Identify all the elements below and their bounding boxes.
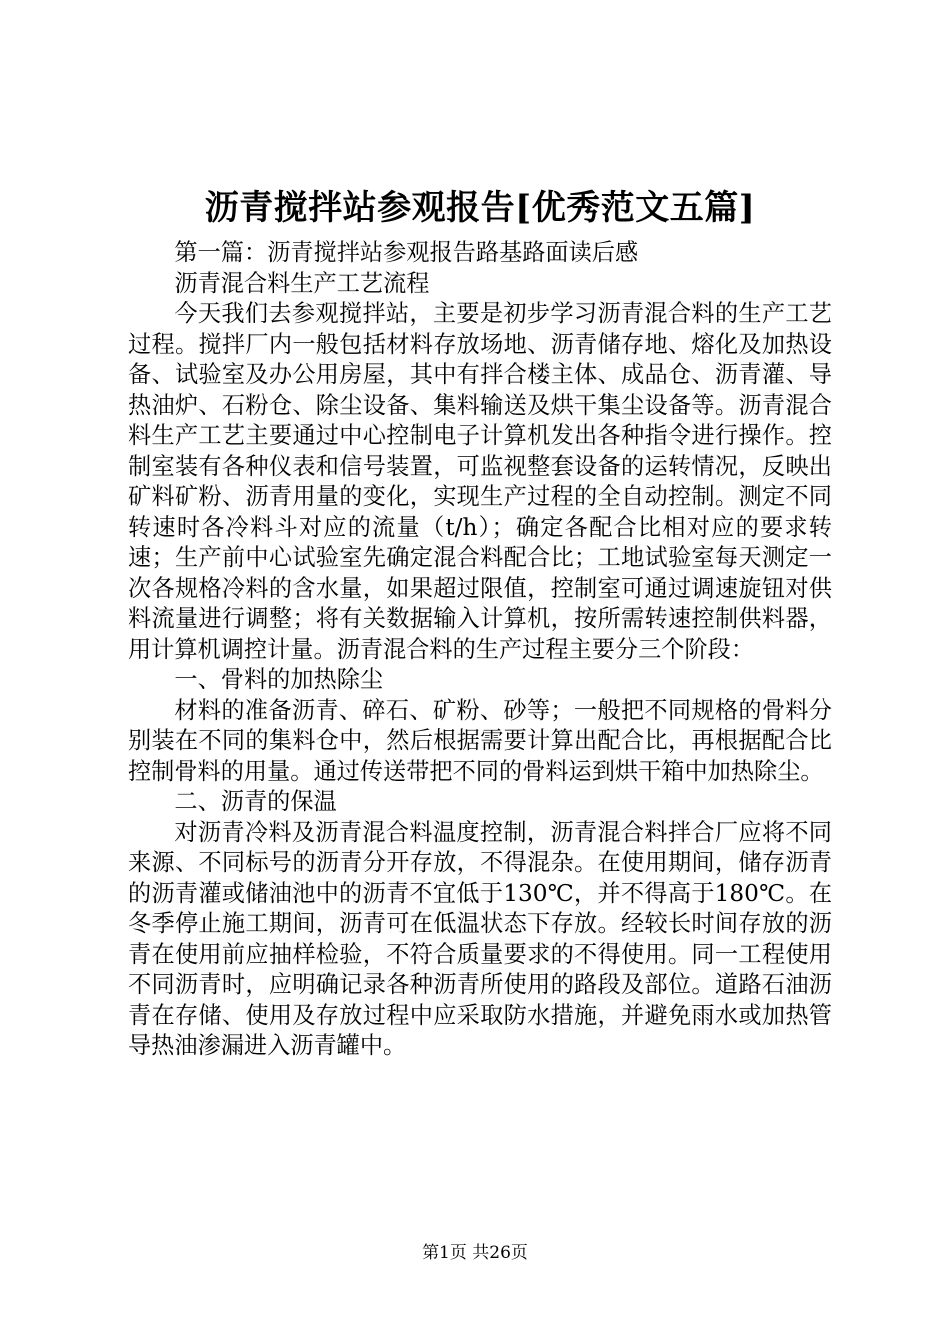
section-heading-first: 第一篇：沥青搅拌站参观报告路基路面读后感 [174,239,639,266]
paragraph-asphalt: 对沥青冷料及沥青混合料温度控制，沥青混合料拌合厂应将不同来源、不同标号的沥青分开存放，不得混杂。在使用期间，储存沥青的沥青灌或储油池中的沥青不宜低于130℃，并不得高于180℃。在冬季停止施工期间，沥青可在低温状态下存放。经较长时间存放的沥青在使用前应抽样检验，不符合质量要求的不得使用。同一工程使用不同沥青时，应明确记录各种沥青所使用的路段及部位。道路石油沥青在存储、使用及存放过程中应采取防水措施，并避免雨水或加热管导热油渗漏进入沥青罐中。 [128,818,832,1059]
document-title: 沥青搅拌站参观报告[优秀范文五篇] [204,188,756,228]
paragraph-intro: 今天我们去参观搅拌站，主要是初步学习沥青混合料的生产工艺过程。搅拌厂内一般包括材料存放场地、沥青储存地、熔化及加热设备、试验室及办公用房屋，其中有拌合楼主体、成品仓、沥青灌、导热油炉、石粉仓、除尘设备、集料输送及烘干集尘设备等。沥青混合料生产工艺主要通过中心控制电子计算机发出各种指令进行操作。控制室装有各种仪表和信号装置，可监视整套设备的运转情况，反映出矿料矿粉、沥青用量的变化，实现生产过程的全自动控制。测定不同转速时各冷料斗对应的流量（t/h）；确定各配合比相对应的要求转速；生产前中心试验室先确定混合料配合比；工地试验室每天测定一次各规格冷料的含水量，如果超过限值，控制室可通过调速旋钮对供料流量进行调整；将有关数据输入计算机，按所需转速控制供料器，用计算机调控计量。沥青混合料的生产过程主要分三个阶段： [128,300,832,663]
document-body [128,186,832,1062]
subheading-aggregate: 一、骨料的加热除尘 [174,666,384,693]
paragraph-aggregate: 材料的准备沥青、碎石、矿粉、砂等；一般把不同规格的骨料分别装在不同的集料仓中，然后根据需要计算出配合比，再根据配合比控制骨料的用量。通过传送带把不同的骨料运到烘干箱中加热除尘。 [128,696,832,785]
page-footer: 第1页 共26页 [422,1243,528,1263]
subheading-process: 沥青混合料生产工艺流程 [174,269,430,297]
subheading-asphalt: 二、沥青的保温 [174,788,337,815]
